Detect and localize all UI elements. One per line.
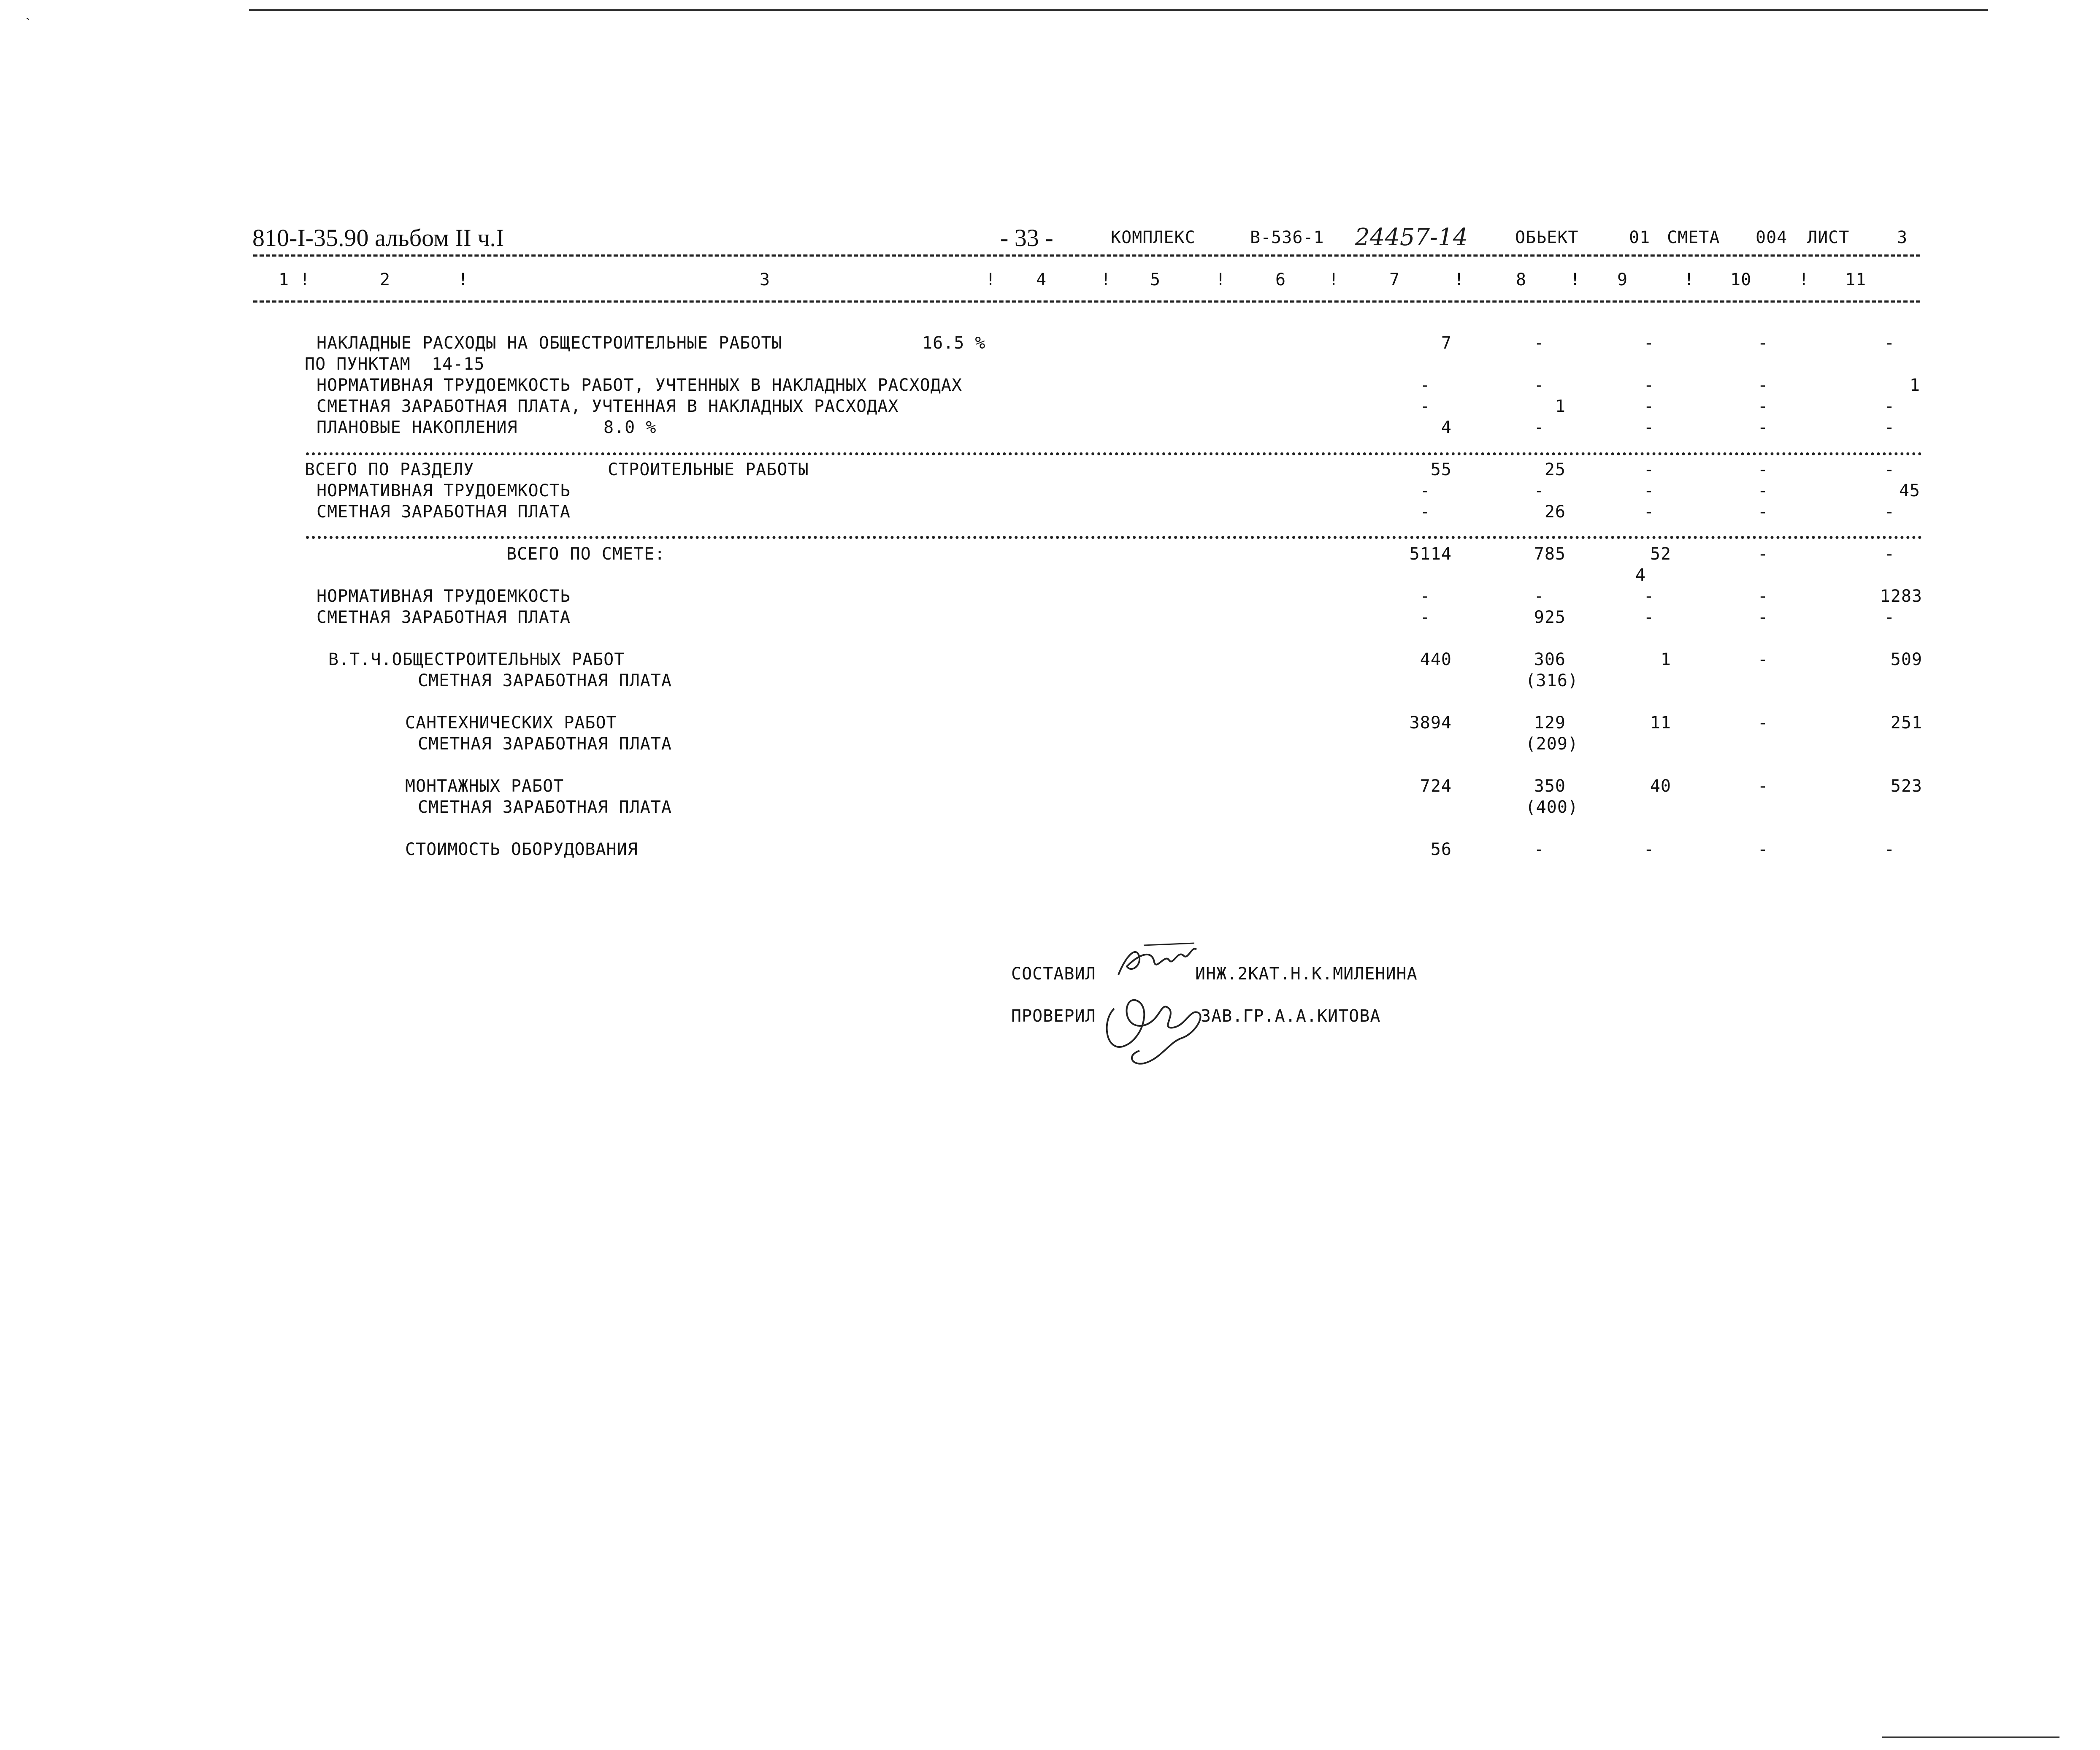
cell: - xyxy=(1757,502,1768,522)
dotted-separator xyxy=(306,536,1922,539)
cell: - xyxy=(1534,418,1545,437)
scan-bottom-border xyxy=(1882,1736,2059,1738)
cell: - xyxy=(1757,376,1768,395)
cell: - xyxy=(1757,418,1768,437)
cell: 1 xyxy=(1909,376,1920,395)
col-sep: ! xyxy=(1799,270,1810,289)
col-num-3: 3 xyxy=(760,270,771,289)
cell: - xyxy=(1884,608,1895,627)
row-label: МОНТАЖНЫХ РАБОТ xyxy=(405,776,564,796)
total-label: ВСЕГО ПО СМЕТЕ: xyxy=(506,544,666,564)
cell: - xyxy=(1757,587,1768,606)
row-percent: 8.0 % xyxy=(603,418,657,437)
cell: - xyxy=(1757,608,1768,627)
cell: 40 xyxy=(1650,776,1671,796)
checked-signature-icon xyxy=(1097,975,1207,1068)
cell: - xyxy=(1757,397,1768,416)
col-sep: ! xyxy=(985,270,996,289)
cell: - xyxy=(1757,544,1768,564)
cell: - xyxy=(1643,376,1654,395)
cell: - xyxy=(1757,840,1768,859)
row-label: СМЕТНАЯ ЗАРАБОТНАЯ ПЛАТА xyxy=(317,502,571,522)
cell: 509 xyxy=(1890,650,1922,669)
cell: - xyxy=(1420,502,1431,522)
cell-paren: (209) xyxy=(1525,734,1578,754)
scan-corner-mark: ˴ xyxy=(25,8,30,25)
header-rule-top xyxy=(253,254,1920,257)
col-sep: ! xyxy=(1329,270,1340,289)
cell: 129 xyxy=(1534,713,1566,733)
scan-top-border xyxy=(249,9,1988,11)
row-sublabel: СМЕТНАЯ ЗАРАБОТНАЯ ПЛАТА xyxy=(418,734,672,754)
estimate-value: 004 xyxy=(1756,228,1788,247)
cell: 26 xyxy=(1544,502,1566,522)
cell-paren: (400) xyxy=(1525,798,1578,817)
compiled-name: ИНЖ.2КАТ.Н.К.МИЛЕНИНА xyxy=(1195,964,1418,984)
cell: 724 xyxy=(1420,776,1452,796)
col-num-5: 5 xyxy=(1150,270,1161,289)
row-label: СТОИМОСТЬ ОБОРУДОВАНИЯ xyxy=(405,840,638,859)
page-number: - 33 - xyxy=(1000,224,1053,252)
col-sep: ! xyxy=(458,270,469,289)
row-label: НОРМАТИВНАЯ ТРУДОЕМКОСТЬ РАБОТ, УЧТЕННЫХ В НАКЛАДНЫХ РАСХОДАХ xyxy=(317,376,963,395)
section-name: СТРОИТЕЛЬНЫЕ РАБОТЫ xyxy=(608,460,809,479)
cell: 55 xyxy=(1430,460,1452,479)
cell: - xyxy=(1420,608,1431,627)
object-value: 01 xyxy=(1629,228,1651,247)
row-label: НОРМАТИВНАЯ ТРУДОЕМКОСТЬ xyxy=(317,587,571,606)
cell: - xyxy=(1420,587,1431,606)
col-num-7: 7 xyxy=(1389,270,1400,289)
row-label: ПЛАНОВЫЕ НАКОПЛЕНИЯ xyxy=(317,418,518,437)
row-sublabel: СМЕТНАЯ ЗАРАБОТНАЯ ПЛАТА xyxy=(418,671,672,690)
cell: - xyxy=(1884,333,1895,353)
cell: - xyxy=(1420,397,1431,416)
cell-paren: (316) xyxy=(1525,671,1578,690)
handwritten-code: 24457-14 xyxy=(1355,224,1468,251)
cell: - xyxy=(1534,333,1545,353)
cell: - xyxy=(1643,333,1654,353)
document-code: 810-I-35.90 альбом II ч.I xyxy=(252,224,504,252)
row-label: САНТЕХНИЧЕСКИХ РАБОТ xyxy=(405,713,617,733)
col-sep: ! xyxy=(1684,270,1695,289)
cell: - xyxy=(1643,608,1654,627)
cell: 1283 xyxy=(1880,587,1922,606)
col-sep: ! xyxy=(1215,270,1226,289)
cell: - xyxy=(1884,840,1895,859)
col-num-8: 8 xyxy=(1516,270,1527,289)
cell: - xyxy=(1534,587,1545,606)
row-label: В.Т.Ч.ОБЩЕСТРОИТЕЛЬНЫХ РАБОТ xyxy=(328,650,625,669)
cell: 1 xyxy=(1660,650,1671,669)
cell: - xyxy=(1757,776,1768,796)
row-label: ВСЕГО ПО РАЗДЕЛУ xyxy=(305,460,474,479)
col-sep: ! xyxy=(1570,270,1581,289)
cell: - xyxy=(1643,460,1654,479)
cell: - xyxy=(1643,502,1654,522)
cell: - xyxy=(1757,650,1768,669)
cell: 45 xyxy=(1899,481,1920,500)
cell: 440 xyxy=(1420,650,1452,669)
cell: 350 xyxy=(1534,776,1566,796)
cell: - xyxy=(1643,587,1654,606)
cell: - xyxy=(1884,418,1895,437)
row-label: СМЕТНАЯ ЗАРАБОТНАЯ ПЛАТА xyxy=(317,608,571,627)
checked-name: ЗАВ.ГР.А.А.КИТОВА xyxy=(1201,1006,1381,1026)
cell: 7 xyxy=(1441,333,1452,353)
sheet-value: 3 xyxy=(1897,228,1908,247)
complex-code: В-536-1 xyxy=(1250,228,1324,247)
row-label: НОРМАТИВНАЯ ТРУДОЕМКОСТЬ xyxy=(317,481,571,500)
cell: - xyxy=(1420,481,1431,500)
cell: - xyxy=(1884,502,1895,522)
cell: 1 xyxy=(1555,397,1566,416)
row-label: НАКЛАДНЫЕ РАСХОДЫ НА ОБЩЕСТРОИТЕЛЬНЫЕ РАБОТЫ xyxy=(317,333,782,353)
object-label: ОБЬЕКТ xyxy=(1515,228,1579,247)
cell: - xyxy=(1884,460,1895,479)
cell: 306 xyxy=(1534,650,1566,669)
row-sublabel: СМЕТНАЯ ЗАРАБОТНАЯ ПЛАТА xyxy=(418,798,672,817)
cell: 785 xyxy=(1534,544,1566,564)
cell: - xyxy=(1420,376,1431,395)
cell: - xyxy=(1534,840,1545,859)
cell: - xyxy=(1757,713,1768,733)
cell-subvalue: 4 xyxy=(1635,565,1646,585)
cell: 25 xyxy=(1544,460,1566,479)
cell: 52 xyxy=(1650,544,1671,564)
cell: 5114 xyxy=(1409,544,1452,564)
row-sublabel: ПО ПУНКТАМ 14-15 xyxy=(305,354,485,374)
col-num-1: 1 ! xyxy=(279,270,311,289)
cell: - xyxy=(1643,418,1654,437)
cell: - xyxy=(1534,481,1545,500)
col-num-6: 6 xyxy=(1275,270,1286,289)
cell: - xyxy=(1884,544,1895,564)
col-num-9: 9 xyxy=(1617,270,1628,289)
cell: 523 xyxy=(1890,776,1922,796)
cell: 925 xyxy=(1534,608,1566,627)
dotted-separator xyxy=(306,452,1922,455)
cell: - xyxy=(1643,397,1654,416)
row-percent: 16.5 % xyxy=(922,333,986,353)
estimate-label: СМЕТА xyxy=(1667,228,1720,247)
compiled-label: СОСТАВИЛ xyxy=(1011,964,1096,984)
col-num-10: 10 xyxy=(1730,270,1752,289)
cell: 251 xyxy=(1890,713,1922,733)
cell: - xyxy=(1643,481,1654,500)
header-rule-bottom xyxy=(253,300,1920,303)
cell: 3894 xyxy=(1409,713,1452,733)
col-num-4: 4 xyxy=(1036,270,1047,289)
checked-label: ПРОВЕРИЛ xyxy=(1011,1006,1096,1026)
cell: - xyxy=(1534,376,1545,395)
sheet-label: ЛИСТ xyxy=(1807,228,1850,247)
cell: 56 xyxy=(1430,840,1452,859)
col-num-11: 11 xyxy=(1845,270,1867,289)
col-num-2: 2 xyxy=(380,270,391,289)
cell: 4 xyxy=(1441,418,1452,437)
col-sep: ! xyxy=(1101,270,1112,289)
complex-label: КОМПЛЕКС xyxy=(1111,228,1196,247)
cell: - xyxy=(1643,840,1654,859)
cell: - xyxy=(1884,397,1895,416)
cell: - xyxy=(1757,460,1768,479)
cell: 11 xyxy=(1650,713,1671,733)
row-label: СМЕТНАЯ ЗАРАБОТНАЯ ПЛАТА, УЧТЕННАЯ В НАКЛАДНЫХ РАСХОДАХ xyxy=(317,397,899,416)
col-sep: ! xyxy=(1454,270,1465,289)
cell: - xyxy=(1757,481,1768,500)
cell: - xyxy=(1757,333,1768,353)
